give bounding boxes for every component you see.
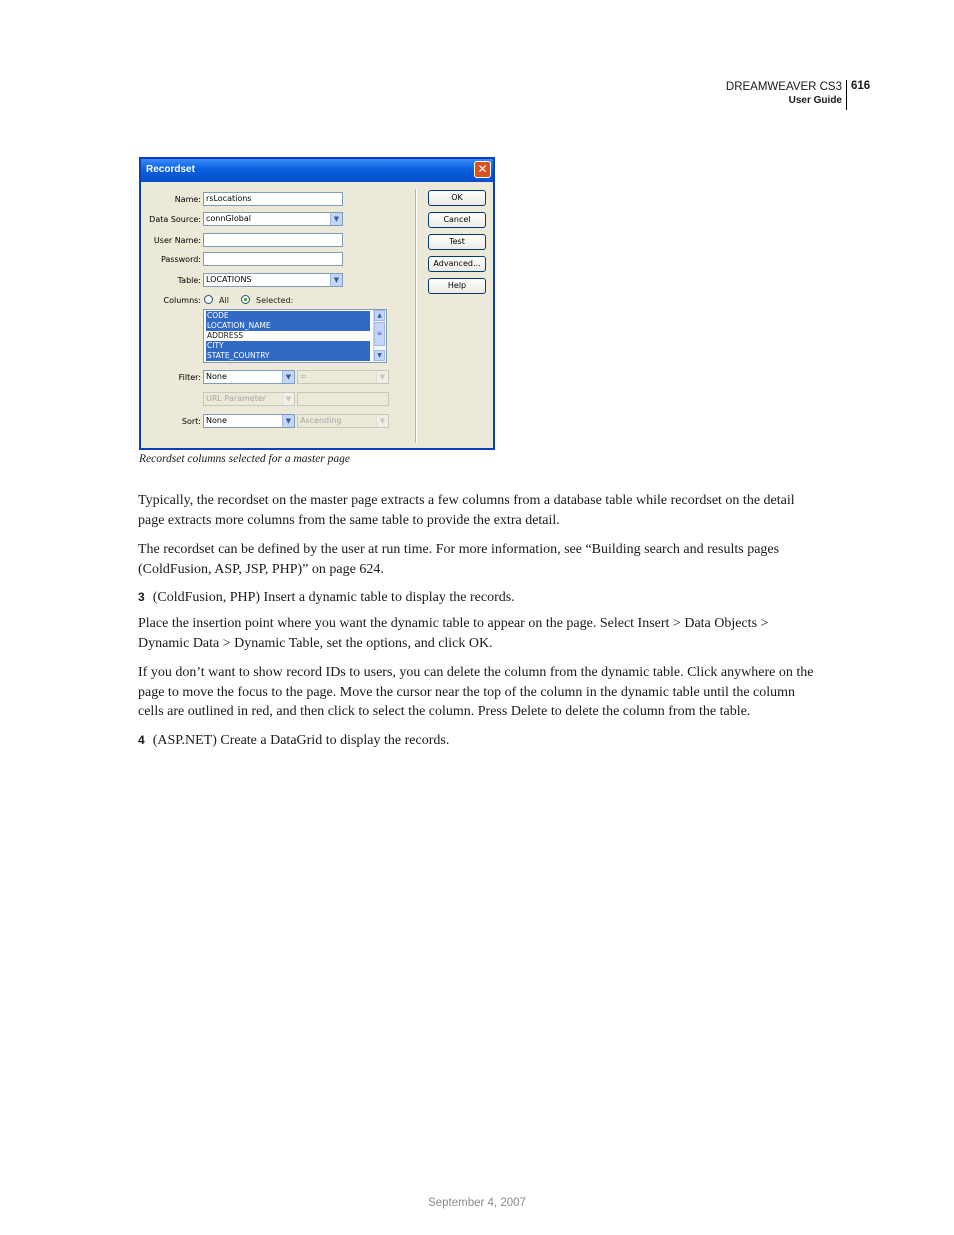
test-button[interactable]: Test	[428, 234, 486, 250]
list-item[interactable]: ADDRESS	[207, 331, 244, 340]
filter-parameter-select	[203, 392, 295, 406]
paragraph-run-time: The recordset can be defined by the user at run time. For more information, see “Building search and results pages (ColdFusion, ASP, JSP, PHP)” on page 624.	[138, 542, 780, 577]
chevron-down-icon[interactable]: ▼	[282, 415, 294, 427]
paragraph-master-page: Typically, the recordset on the master page extracts a few columns from a database table while recordset on the detail page extracts more columns from the same table to provide the extra detail.	[138, 493, 795, 528]
recordset-dialog	[139, 157, 495, 450]
filter-operator-value: =	[300, 372, 307, 381]
radio-all[interactable]	[204, 295, 213, 304]
close-icon[interactable]: ✕	[474, 161, 491, 178]
chevron-down-icon: ▼	[376, 371, 388, 383]
step-text: (ColdFusion, PHP) Insert a dynamic table to display the records.	[152, 590, 515, 605]
step-number: 4	[138, 733, 145, 747]
data-source-select[interactable]	[203, 212, 343, 226]
name-field[interactable]: rsLocations	[203, 192, 343, 206]
document-subtitle: User Guide	[788, 95, 842, 106]
chevron-down-icon[interactable]: ▼	[282, 371, 294, 383]
list-item[interactable]: CITY	[206, 341, 370, 351]
scroll-up-arrow-icon[interactable]: ▲	[374, 310, 385, 321]
table-select[interactable]	[203, 273, 343, 287]
sort-label: Sort:	[181, 417, 201, 426]
help-button[interactable]: Help	[428, 278, 486, 294]
sort-select[interactable]	[203, 414, 295, 428]
name-label: Name:	[174, 195, 201, 204]
scroll-down-arrow-icon[interactable]: ▼	[374, 350, 385, 361]
chevron-down-icon[interactable]: ▼	[330, 213, 342, 225]
sort-order-select	[297, 414, 389, 428]
table-label: Table:	[177, 276, 201, 285]
header-divider	[846, 80, 847, 110]
radio-selected-dot	[244, 298, 247, 301]
user-name-label: User Name:	[153, 236, 201, 245]
filter-value: None	[206, 372, 227, 381]
dialog-title: Recordset	[146, 164, 195, 175]
dialog-title-bar[interactable]	[141, 159, 493, 182]
data-source-value: connGlobal	[206, 214, 251, 223]
filter-value-field	[297, 392, 389, 406]
paragraph-record-ids: If you don’t want to show record IDs to users, you can delete the column from the dynamic table. Click anywhere on the page to move the focus to the page. Move the cursor near the top of the column in the dynamic table until the column cells are outlined in red, and then click to select the column. Press Delete to delete the column from the table.	[138, 665, 814, 720]
step-number: 3	[138, 590, 145, 604]
list-item[interactable]: LOCATION_NAME	[206, 321, 370, 331]
list-item[interactable]: CODE	[206, 311, 370, 321]
step-text: (ASP.NET) Create a DataGrid to display the records.	[152, 733, 450, 748]
data-source-label: Data Source:	[149, 215, 201, 224]
chevron-down-icon[interactable]: ▼	[330, 274, 342, 286]
list-item[interactable]: STATE_COUNTRY	[206, 351, 370, 361]
radio-selected-label: Selected:	[256, 296, 294, 305]
password-label: Password:	[160, 255, 201, 264]
radio-all-label: All	[219, 296, 229, 305]
filter-operator-select	[297, 370, 389, 384]
step-3	[138, 588, 818, 608]
filter-label: Filter:	[178, 373, 201, 382]
footer-date: September 4, 2007	[428, 1197, 526, 1209]
dialog-separator	[415, 189, 417, 443]
chevron-down-icon: ▼	[376, 415, 388, 427]
sort-value: None	[206, 416, 227, 425]
columns-list[interactable]	[203, 309, 387, 363]
page-number: 616	[851, 80, 871, 92]
filter-select[interactable]	[203, 370, 295, 384]
columns-scrollbar[interactable]	[373, 310, 386, 362]
step-4	[138, 731, 818, 751]
sort-order-value: Ascending	[300, 416, 342, 425]
cancel-button[interactable]: Cancel	[428, 212, 486, 228]
document-title: DREAMWEAVER CS3	[725, 81, 842, 93]
paragraph-insertion-point: Place the insertion point where you want the dynamic table to appear on the page. Select Insert > Data Objects > Dynamic Data > Dynamic Table, set the options, and click OK.	[138, 616, 769, 651]
figure-caption: Recordset columns selected for a master page	[139, 453, 350, 465]
advanced-button[interactable]: Advanced...	[428, 256, 486, 272]
radio-selected[interactable]	[241, 295, 250, 304]
columns-label: Columns:	[163, 296, 201, 305]
filter-parameter-value: URL Parameter	[206, 394, 267, 403]
scroll-thumb[interactable]: ≡	[374, 322, 385, 346]
table-value: LOCATIONS	[206, 275, 252, 284]
user-name-field[interactable]	[203, 233, 343, 247]
chevron-down-icon: ▼	[282, 393, 294, 405]
password-field[interactable]	[203, 252, 343, 266]
ok-button[interactable]: OK	[428, 190, 486, 206]
